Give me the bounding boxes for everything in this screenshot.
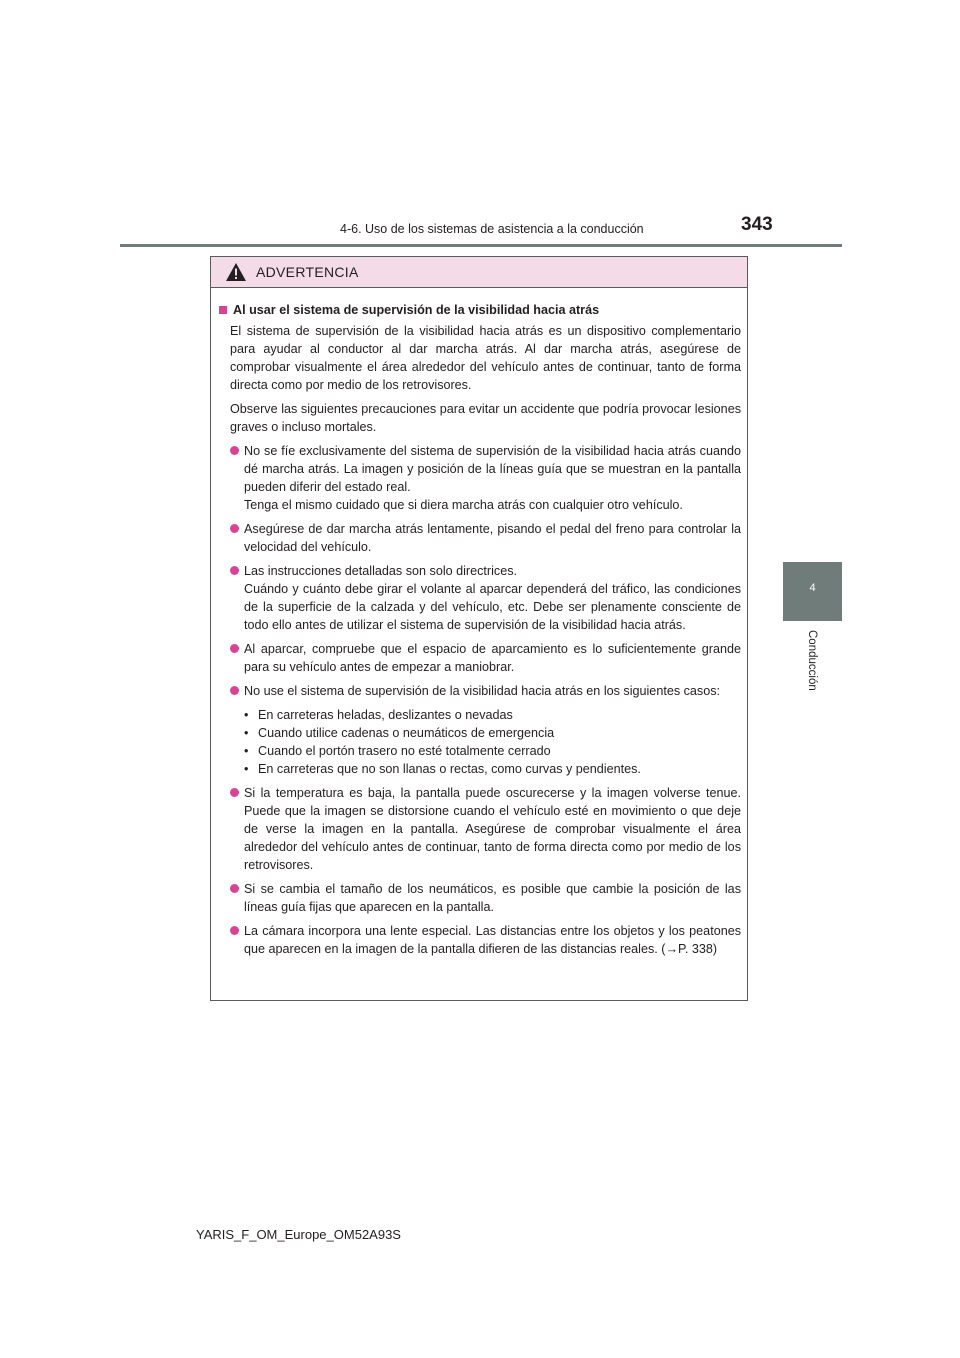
case-item-text: En carreteras que no son llanas o rectas, como curvas y pendientes. [258,762,641,776]
case-item: • En carreteras heladas, deslizantes o nevadas [244,708,513,722]
list-item-text: La cámara incorpora una lente especial. Las distancias entre los objetos y los peatones que aparecen en la imagen de la pantalla difieren de las distancias reales. (→P. 338) [244,924,741,956]
document-code: YARIS_F_OM_Europe_OM52A93S [196,1227,401,1242]
case-list [244,706,741,778]
list-item [230,922,741,958]
case-item: • Cuando el portón trasero no esté totalmente cerrado [244,744,551,758]
case-item-text: Cuando el portón trasero no esté totalmente cerrado [258,744,551,758]
list-item [230,784,741,874]
case-item: • Cuando utilice cadenas o neumáticos de emergencia [244,726,555,740]
case-item-text: Cuando utilice cadenas o neumáticos de emergencia [258,726,555,740]
warning-title: ADVERTENCIA [256,264,359,280]
pink-circle-icon [230,922,244,931]
list-item-text: Al aparcar, compruebe que el espacio de aparcamiento es lo suficientemente grande para su vehículo antes de empezar a maniobrar. [244,642,741,674]
warning-header [211,257,747,288]
warning-body [211,288,747,958]
pink-circle-icon [230,562,244,571]
pink-circle-icon [230,784,244,793]
intro-paragraph: El sistema de supervisión de la visibilidad hacia atrás es un dispositivo complementario para ayudar al conductor al dar marcha atrás. Al dar marcha atrás, asegúrese de comprobar visualmente el área alrededor del vehículo antes de continuar, tanto de forma directa como por medio de los retrovisores. [230,324,741,392]
chapter-label: Conducción [806,630,818,691]
list-item-text: No se fíe exclusivamente del sistema de supervisión de la visibilidad hacia atrás cuando dé marcha atrás. La imagen y posición de la líneas guía que se muestran en la pantalla pueden diferir del estado real. [244,444,741,494]
chapter-tab [783,562,842,621]
case-item-text: En carreteras heladas, deslizantes o nevadas [258,708,513,722]
header-divider [120,244,842,247]
pink-circle-icon [230,520,244,529]
case-item: • En carreteras que no son llanas o rectas, como curvas y pendientes. [244,762,641,776]
pink-circle-icon [230,682,244,691]
precaution-list [230,442,741,958]
pink-circle-icon [230,442,244,451]
precautions-paragraph: Observe las siguientes precauciones para evitar un accidente que podría provocar lesiones graves o incluso mortales. [230,402,741,434]
list-item-text: Cuándo y cuánto debe girar el volante al aparcar dependerá del tráfico, las condiciones de la superficie de la calzada y del vehículo, etc. Debe ser plenamente consciente de todo ello antes de utilizar el sistema de supervisión de la visibilidad hacia atrás. [244,582,741,632]
list-item [230,520,741,556]
pink-square-icon [219,306,227,314]
list-item-text: Las instrucciones detalladas son solo directrices. [244,564,518,578]
list-item [230,640,741,676]
warning-triangle-icon [225,262,247,282]
subheading-text: Al usar el sistema de supervisión de la visibilidad hacia atrás [233,303,600,317]
list-item [230,682,741,778]
list-item [230,442,741,514]
warning-subheading [218,301,741,319]
warning-box [210,256,748,1001]
page-number: 343 [741,214,773,235]
list-item-text: Si la temperatura es baja, la pantalla puede oscurecerse y la imagen volverse tenue. Puede que la imagen se distorsione cuando el vehículo esté en movimiento o que deje de verse la imagen en la pantalla. Asegúrese de comprobar visualmente el área alrededor del vehículo antes de continuar, tanto de forma directa como por medio de los retrovisores. [244,786,741,872]
list-item-text: No use el sistema de supervisión de la visibilidad hacia atrás en los siguientes casos: [244,684,721,698]
list-item [230,880,741,916]
list-item-text: Si se cambia el tamaño de los neumáticos, es posible que cambie la posición de las líneas guía fijas que aparecen en la pantalla. [244,882,741,914]
pink-circle-icon [230,640,244,649]
list-item-text: Asegúrese de dar marcha atrás lentamente, pisando el pedal del freno para controlar la velocidad del vehículo. [244,522,741,554]
section-title: 4-6. Uso de los sistemas de asistencia a la conducción [340,222,644,236]
list-item [230,562,741,634]
pink-circle-icon [230,880,244,889]
list-item-text: Tenga el mismo cuidado que si diera marcha atrás con cualquier otro vehículo. [244,498,683,512]
chapter-number: 4 [809,582,816,594]
